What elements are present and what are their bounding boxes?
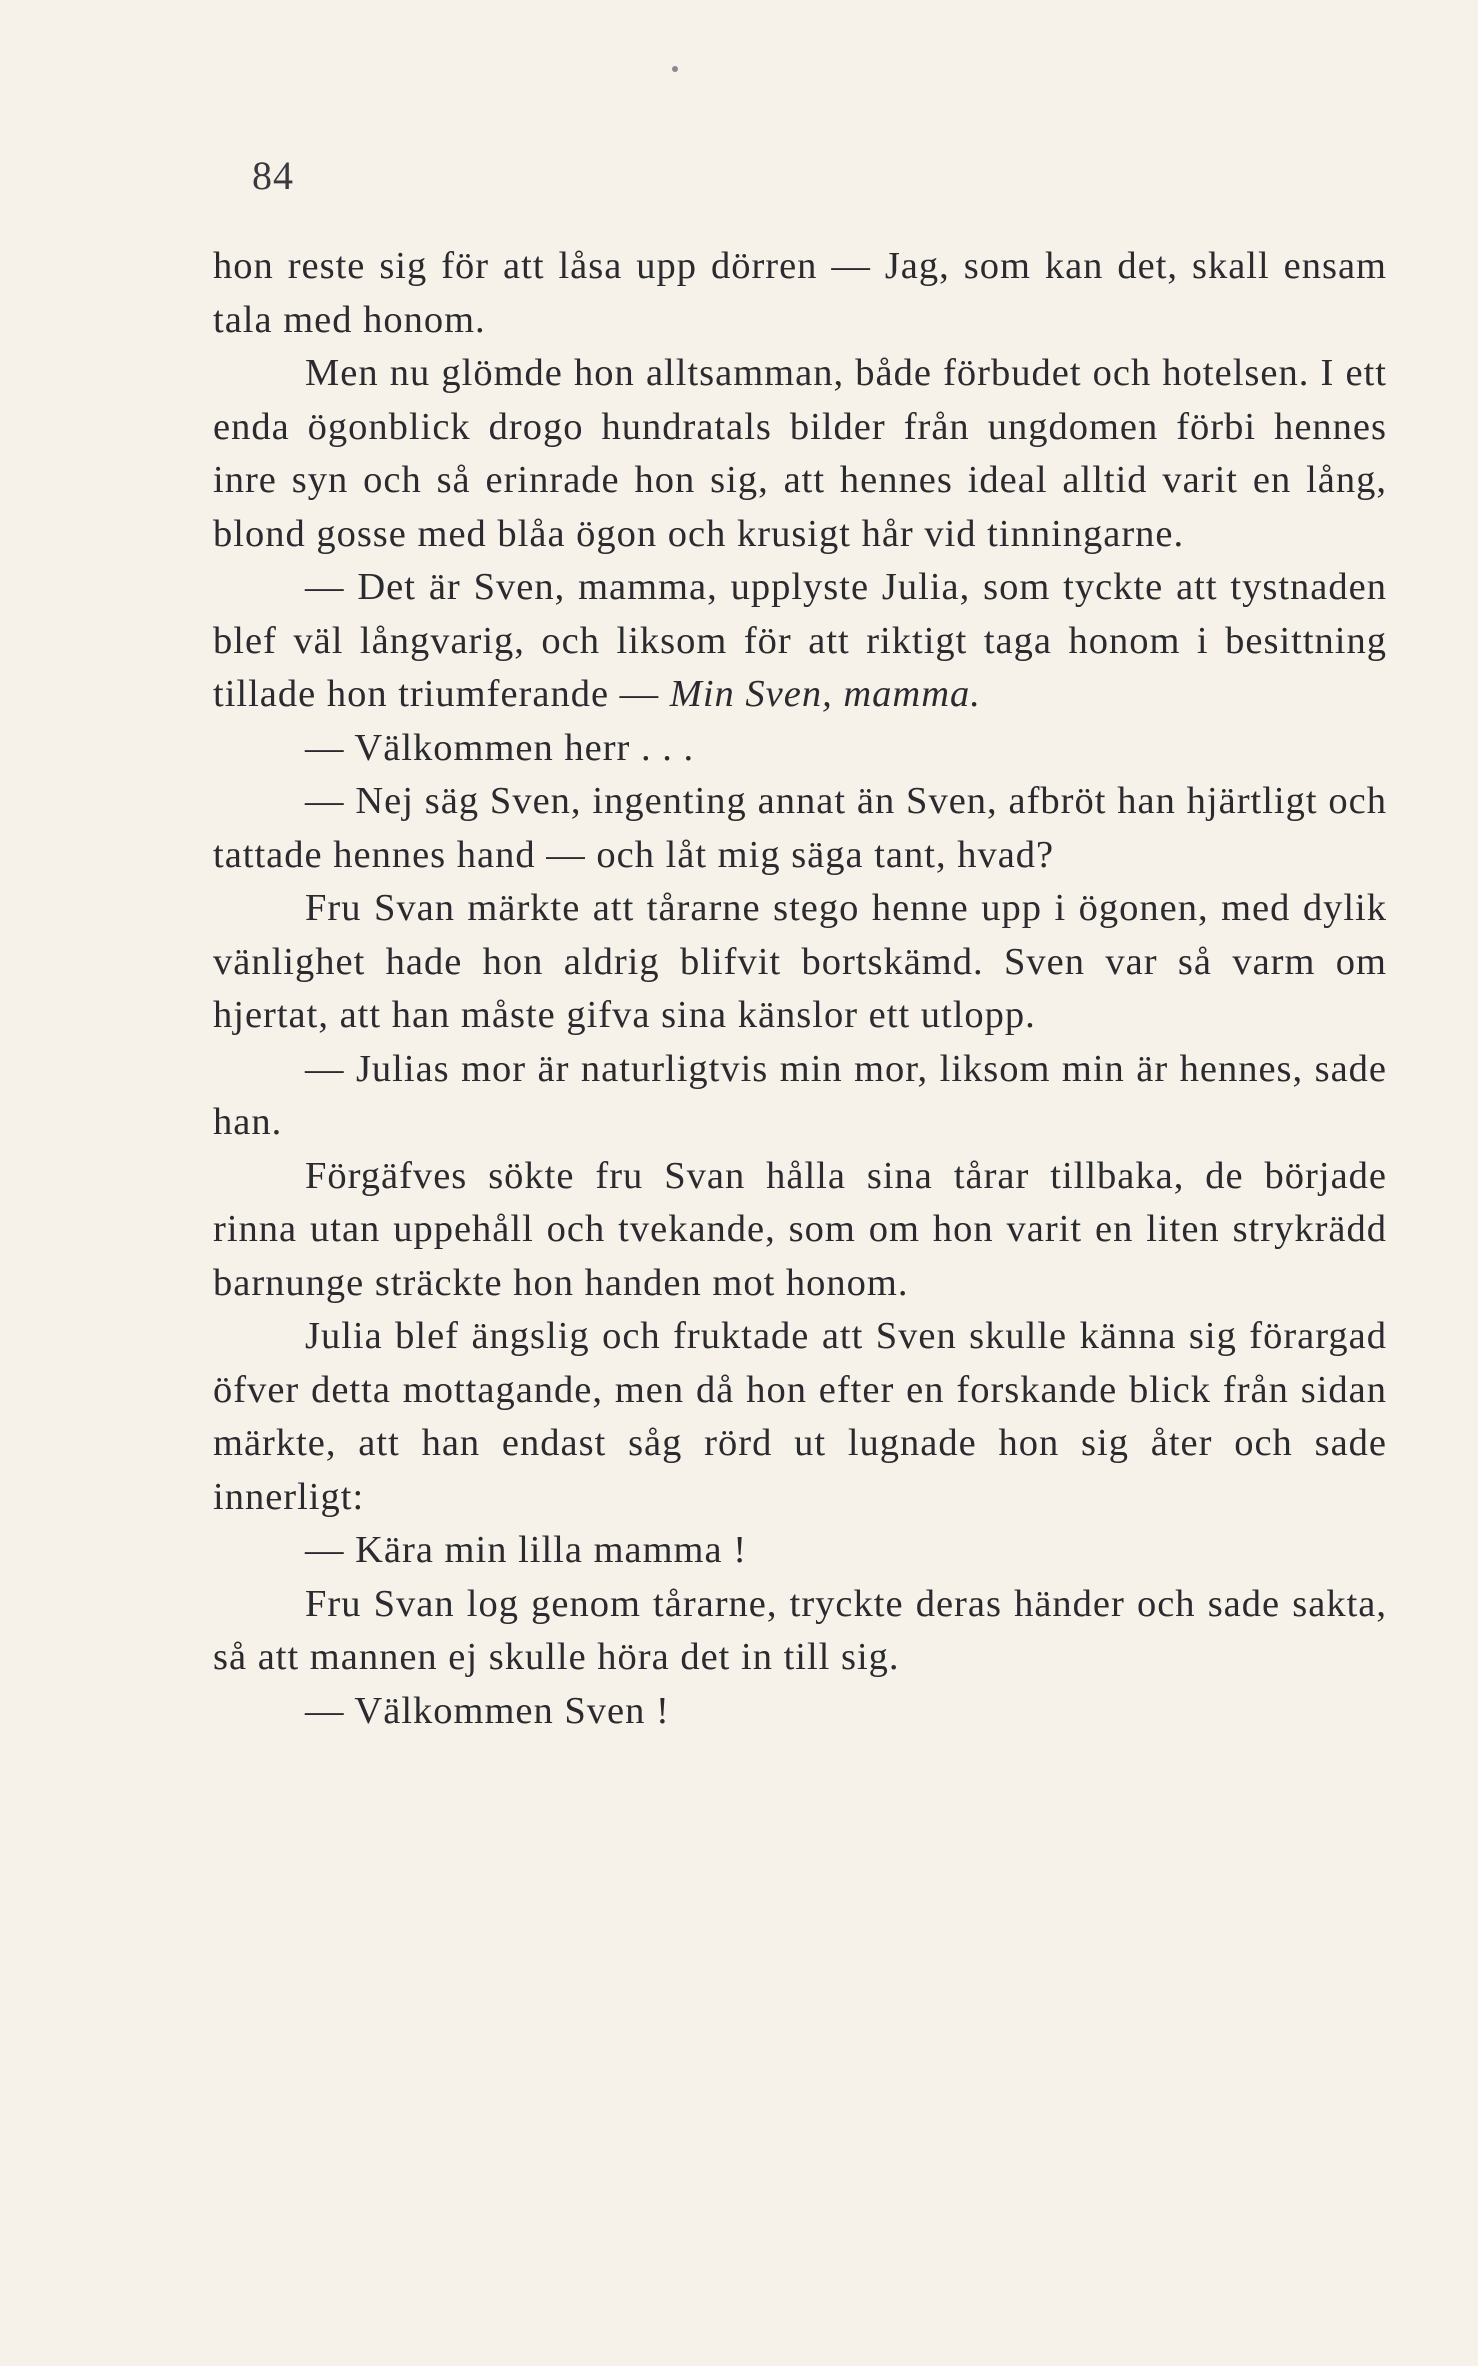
paragraph-8: Förgäfves sökte fru Svan hålla sina tårar tillbaka, de började rinna utan uppehåll och tvekande, som om hon varit en liten strykrädd barnunge sträckte hon handen mot honom. [213, 1154, 1387, 1304]
paragraph-2: Men nu glömde hon alltsamman, både förbudet och hotelsen. I ett enda ögonblick drogo hundratals bilder från ungdomen förbi hennes inre syn och så erinrade hon sig, att hennes ideal alltid varit en lång, blond gosse med blåa ögon och krusigt hår vid tinningarne. [213, 352, 1387, 555]
page-number: 84 [252, 153, 294, 198]
ink-speck [672, 66, 678, 72]
paragraph-11: Fru Svan log genom tårarne, tryckte deras händer och sade sakta, så att mannen ej skulle höra det in till sig. [213, 1582, 1387, 1678]
paragraph-6: Fru Svan märkte att tårarne stego henne upp i ögonen, med dylik vänlighet hade hon aldrig blifvit bortskämd. Sven var så varm om hjertat, att han måste gifva sina känslor ett utlopp. [213, 887, 1387, 1036]
paragraph-12: — Välkommen Sven ! [305, 1689, 670, 1732]
italic-phrase: Min Sven, mamma. [669, 673, 981, 715]
paragraph-5: — Nej säg Sven, ingenting annat än Sven, afbröt han hjärtligt och tattade hennes hand — och låt mig säga tant, hvad? [213, 780, 1387, 876]
paragraph-3-text: — Det är Sven, mamma, upplyste Julia, som tyckte att tystnaden blef väl långvarig, och liksom för att riktigt taga honom i besittning tillade hon triumferande — [213, 566, 1387, 715]
paragraph-3 [213, 561, 1387, 722]
body-text [213, 240, 1387, 1738]
paragraph-1: hon reste sig för att låsa upp dörren — Jag, som kan det, skall ensam tala med honom. [213, 245, 1387, 341]
paragraph-10: — Kära min lilla mamma ! [305, 1529, 748, 1571]
paragraph-4: — Välkommen herr . . . [305, 726, 695, 769]
paragraph-7: — Julias mor är naturligtvis min mor, liksom min är hennes, sade han. [213, 1047, 1387, 1143]
paragraph-9: Julia blef ängslig och fruktade att Sven skulle känna sig förargad öfver detta mottagande, men då hon efter en forskande blick från sidan märkte, att han endast såg rörd ut lugnade hon sig åter och sade innerligt: [213, 1315, 1387, 1518]
